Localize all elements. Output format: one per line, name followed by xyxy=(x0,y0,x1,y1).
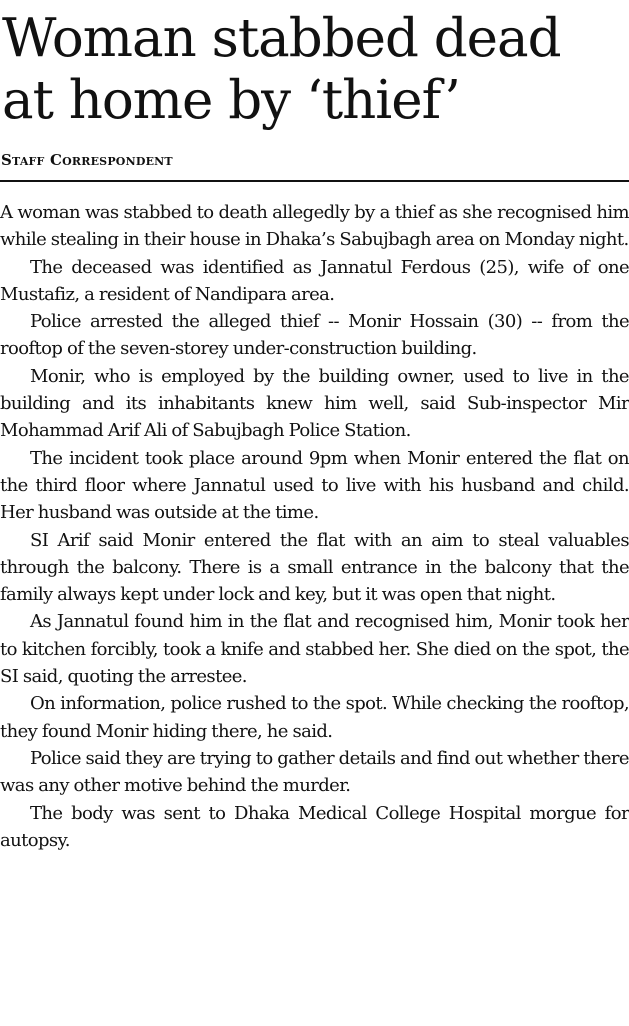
article-body xyxy=(0,199,629,854)
headline: Woman stabbed dead at home by ‘thief’ xyxy=(2,8,561,131)
paragraph: Monir, who is employed by the building owner, used to live in the building and its inhabitants knew him well, said Sub-inspector Mir Mohammad Arif Ali of Sabujbagh Police Station. xyxy=(0,365,629,442)
paragraph: On information, police rushed to the spot. While checking the rooftop, they found Monir hiding there, he said. xyxy=(0,693,629,742)
paragraph-lead: A woman was stabbed to death allegedly by a thief as she recognised him while stealing in their house in Dhaka’s Sabujbagh area on Monday night. xyxy=(0,202,629,251)
paragraph: Police said they are trying to gather details and find out whether there was any other motive behind the murder. xyxy=(0,747,629,797)
paragraph: The incident took place around 9pm when Monir entered the flat on the third floor where Jannatul used to live with his husband and child. Her husband was outside at the time. xyxy=(0,447,629,524)
paragraph: Police arrested the alleged thief -- Monir Hossain (30) -- from the rooftop of the seven-storey under-construction building. xyxy=(0,311,629,360)
paragraph: SI Arif said Monir entered the flat with an aim to steal valuables through the balcony. There is a small entrance in the balcony that the family always kept under lock and key, but it was open that night. xyxy=(0,529,629,606)
byline-divider xyxy=(0,180,629,182)
paragraph: The body was sent to Dhaka Medical College Hospital morgue for autopsy. xyxy=(0,802,629,851)
paragraph: As Jannatul found him in the flat and recognised him, Monir took her to kitchen forcibly, took a knife and stabbed her. She died on the spot, the SI said, quoting the arrestee. xyxy=(0,611,629,688)
paragraph: The deceased was identified as Jannatul Ferdous (25), wife of one Mustafiz, a resident of Nandipara area. xyxy=(0,256,629,305)
byline: Staff Correspondent xyxy=(1,151,173,169)
